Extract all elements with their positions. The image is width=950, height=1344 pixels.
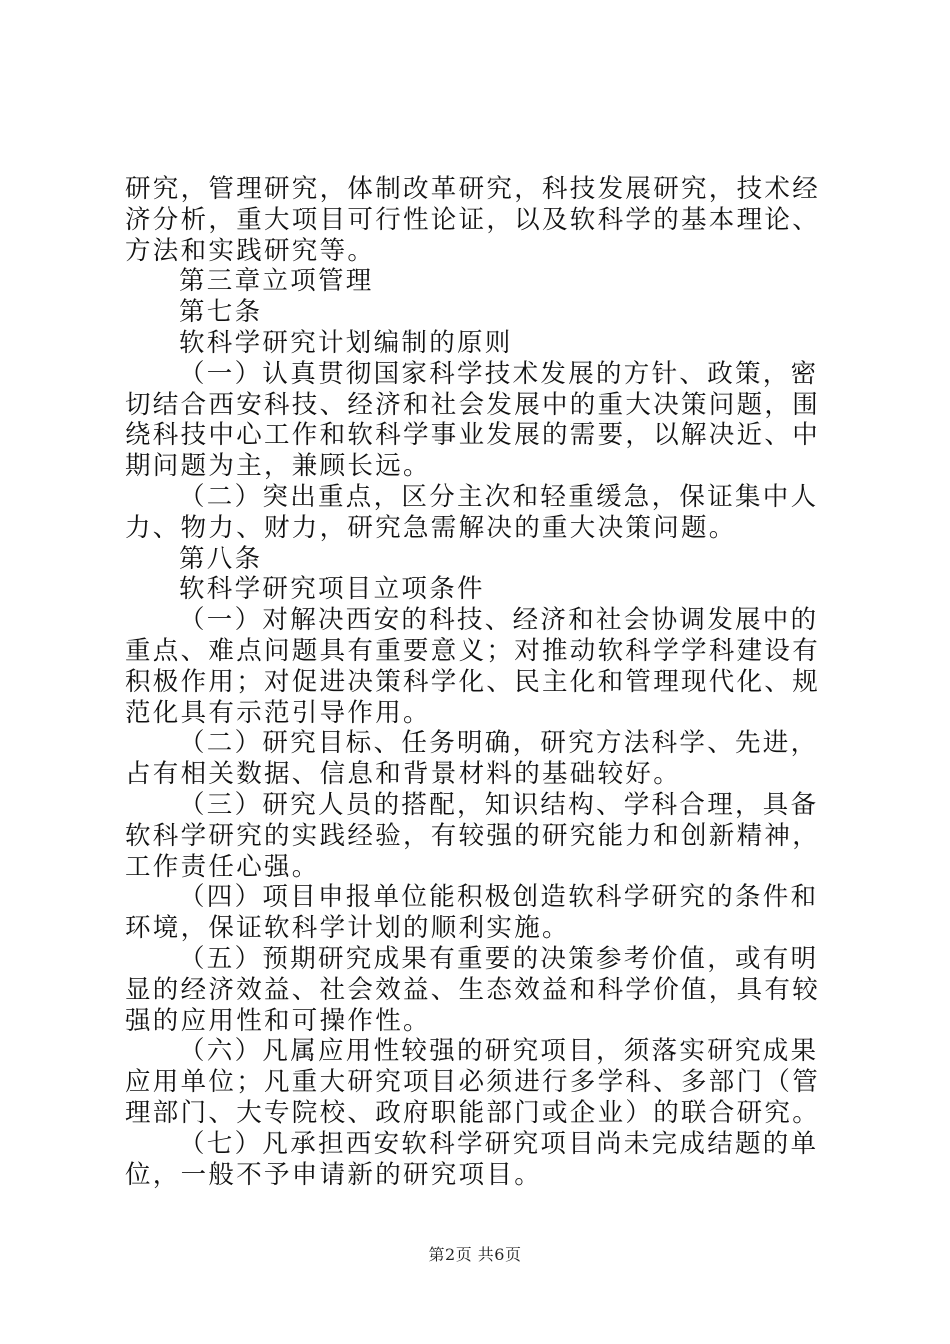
paragraph-8-5: （五）预期研究成果有重要的决策参考价值，或有明显的经济效益、社会效益、生态效益和科学价值，具有较强的应用性和可操作性。 [125,943,821,1036]
article-title-8: 软科学研究项目立项条件 [179,574,485,605]
document-body [125,174,835,1190]
article-heading-8: 第八条 [179,543,263,574]
paragraph-8-2: （二）研究目标、任务明确，研究方法科学、先进，占有相关数据、信息和背景材料的基础较好。 [125,728,819,790]
paragraph-8-7: （七）凡承担西安软科学研究项目尚未完成结题的单位，一般不予申请新的研究项目。 [125,1128,819,1190]
paragraph-8-1: （一）对解决西安的科技、经济和社会协调发展中的重点、难点问题具有重要意义；对推动软科学学科建设有积极作用；对促进决策科学化、民主化和管理现代化、规范化具有示范引导作用。 [125,605,821,728]
paragraph-8-4: （四）项目申报单位能积极创造软科学研究的条件和环境，保证软科学计划的顺利实施。 [125,882,819,944]
chapter-heading: 第三章立项管理 [179,266,374,297]
article-title-7: 软科学研究计划编制的原则 [179,327,513,358]
paragraph-7-1: （一）认真贯彻国家科学技术发展的方针、政策，密切结合西安科技、经济和社会发展中的重大决策问题，围绕科技中心工作和软科学事业发展的需要，以解决近、中期问题为主，兼顾长远。 [125,358,821,482]
paragraph-8-3: （三）研究人员的搭配，知识结构、学科合理，具备软科学研究的实践经验，有较强的研究能力和创新精神，工作责任心强。 [125,789,821,882]
page-number-footer: 第2页 共6页 [428,1245,522,1264]
paragraph-continuation: 研究，管理研究，体制改革研究，科技发展研究，技术经济分析，重大项目可行性论证，以及软科学的基本理论、方法和实践研究等。 [125,174,821,266]
paragraph-7-2: （二）突出重点，区分主次和轻重缓急，保证集中人力、物力、财力，研究急需解决的重大决策问题。 [125,481,819,543]
paragraph-8-6: （六）凡属应用性较强的研究项目，须落实研究成果应用单位；凡重大研究项目必须进行多学科、多部门（管理部门、大专院校、政府职能部门或企业）的联合研究。 [125,1036,821,1128]
article-heading-7: 第七条 [179,297,263,328]
